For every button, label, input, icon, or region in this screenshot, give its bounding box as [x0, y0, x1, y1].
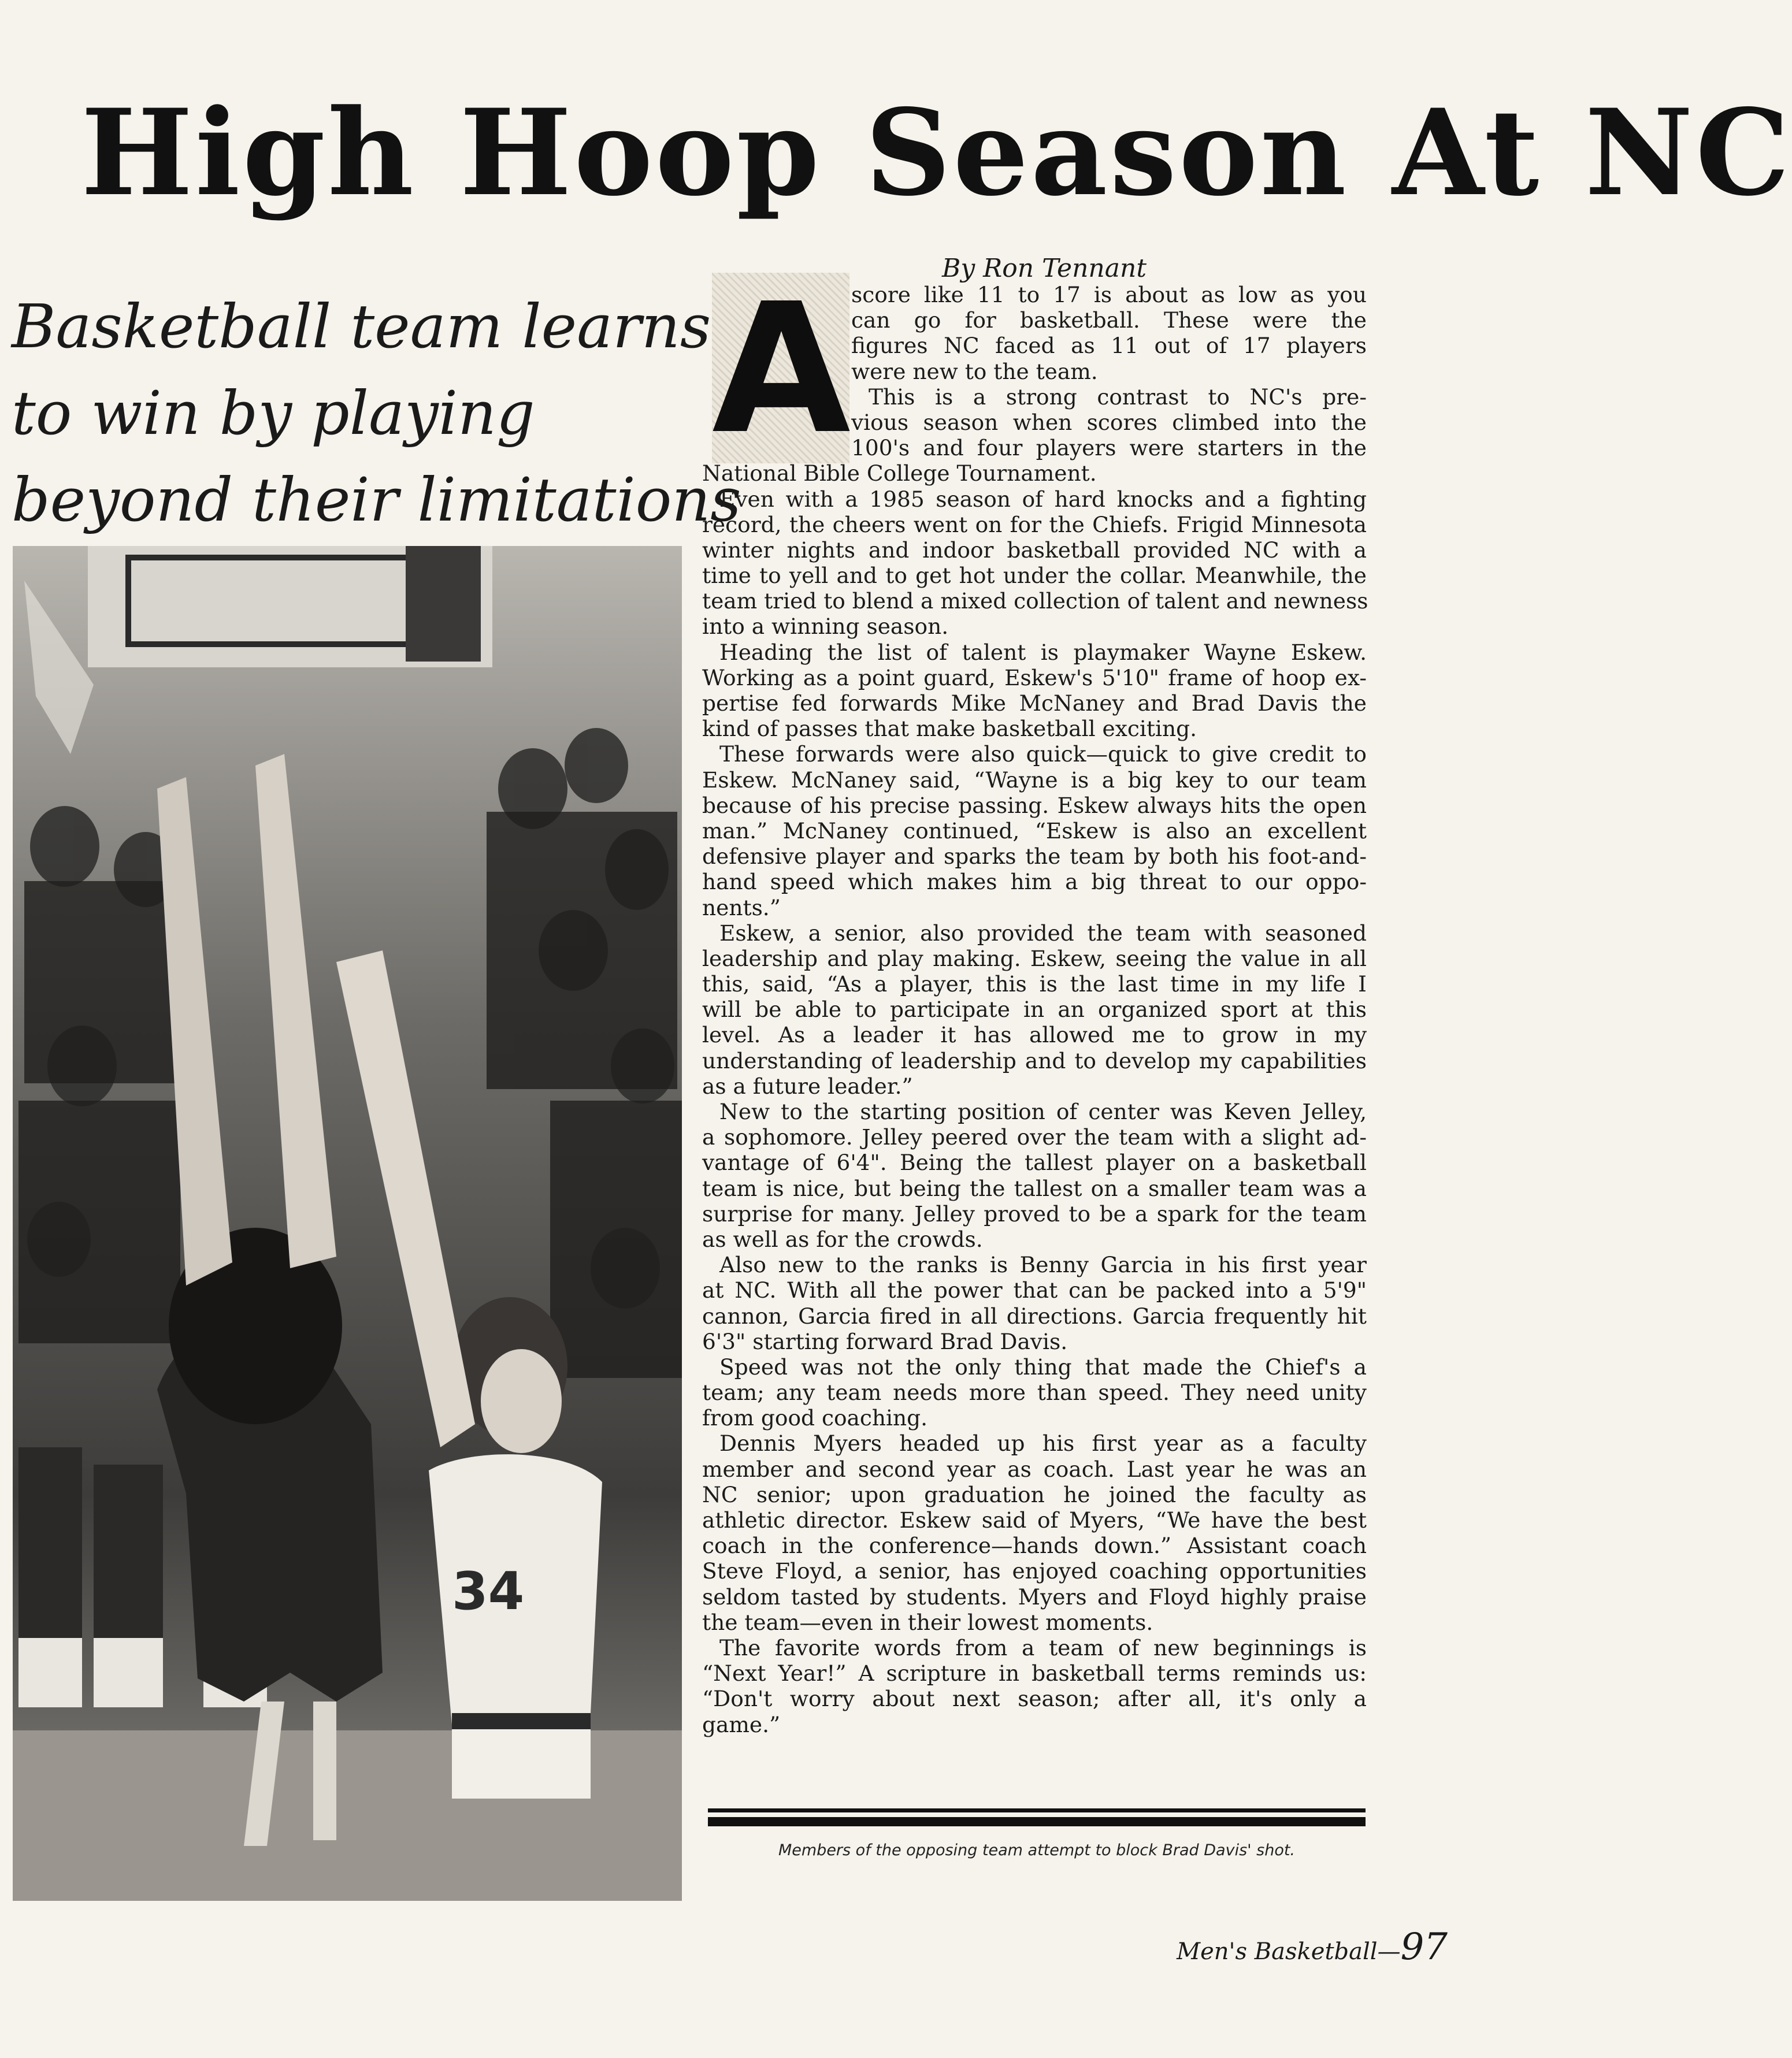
divider-rule — [708, 1808, 1366, 1812]
body-line: nents.” — [702, 894, 781, 920]
photo-image — [13, 546, 682, 1901]
body-line: this, said, “As a player, this is the last time in my life I — [702, 971, 1367, 997]
byline: By Ron Tennant — [942, 254, 1147, 283]
body-line: as well as for the crowds. — [702, 1226, 983, 1252]
body-line: into a winning season. — [702, 614, 949, 640]
body-line: Even with a 1985 season of hard knocks and a fighting — [719, 486, 1367, 512]
body-line: kind of passes that make basketball exciting. — [702, 716, 1197, 742]
body-line: record, the cheers went on for the Chiefs. Frigid Minnesota — [702, 511, 1367, 537]
body-line: These forwards were also quick—quick to give credit to — [719, 741, 1367, 767]
body-line: pertise fed forwards Mike McNaney and Brad Davis the — [702, 690, 1367, 716]
body-line: were new to the team. — [851, 358, 1098, 384]
drop-cap-letter: A — [712, 265, 851, 474]
body-line: understanding of leadership and to develop my capabilities — [702, 1047, 1367, 1073]
body-line: team; any team needs more than speed. They need unity — [702, 1380, 1367, 1406]
body-line: vantage of 6'4". Being the tallest player on a basketball — [702, 1150, 1367, 1176]
body-line: Eskew. McNaney said, “Wayne is a big key to our team — [702, 767, 1367, 793]
body-line: athletic director. Eskew said of Myers, “We have the best — [702, 1507, 1367, 1533]
body-line: will be able to participate in an organized sport at this — [702, 997, 1367, 1023]
body-line: team tried to blend a mixed collection of talent and newness — [702, 588, 1368, 614]
body-line: game.” — [702, 1711, 781, 1737]
body-line: the team—even in their lowest moments. — [702, 1609, 1153, 1635]
footer-section: Men's Basketball— — [1177, 1938, 1401, 1965]
body-line: time to yell and to get hot under the collar. Meanwhile, the — [702, 563, 1367, 589]
body-line: coach in the conference—hands down.” Assistant coach — [702, 1533, 1367, 1559]
body-line: Eskew, a senior, also provided the team with seasoned — [719, 920, 1367, 946]
body-line: defensive player and sparks the team by both his foot-and- — [702, 844, 1367, 870]
body-line: hand speed which makes him a big threat to our oppo- — [702, 869, 1367, 895]
headline: High Hoop Season At NC — [81, 84, 1792, 222]
body-line: National Bible College Tournament. — [702, 460, 1097, 486]
body-line: winter nights and indoor basketball provided NC with a — [702, 537, 1367, 563]
body-line: Also new to the ranks is Benny Garcia in his first year — [719, 1252, 1367, 1278]
body-line: Steve Floyd, a senior, has enjoyed coaching opportunities — [702, 1558, 1367, 1584]
body-line: 6'3" starting forward Brad Davis. — [702, 1328, 1068, 1354]
photo-caption: Members of the opposing team attempt to block Brad Davis' shot. — [778, 1841, 1296, 1859]
body-line: level. As a leader it has allowed me to grow in my — [702, 1022, 1367, 1048]
body-line: because of his precise passing. Eskew always hits the open — [702, 792, 1367, 818]
body-line: a sophomore. Jelley peered over the team with a slight ad- — [702, 1124, 1367, 1150]
body-line: figures NC faced as 11 out of 17 players — [851, 333, 1367, 359]
page-footer — [1177, 1926, 1448, 1970]
divider-rule — [708, 1817, 1366, 1826]
body-line: surprise for many. Jelley proved to be a spark for the team — [702, 1201, 1367, 1227]
basketball-photo — [13, 546, 682, 1901]
deck-line: Basketball team learns — [12, 291, 711, 362]
body-line: man.” McNaney continued, “Eskew is also an excellent — [702, 818, 1367, 844]
body-line: Working as a point guard, Eskew's 5'10" frame of hoop ex- — [702, 664, 1367, 690]
body-line: at NC. With all the power that can be packed into a 5'9" — [702, 1277, 1367, 1303]
deck-subtitle — [12, 283, 741, 543]
body-line: “Next Year!” A scripture in basketball terms reminds us: — [702, 1660, 1367, 1686]
page-number: 97 — [1400, 1926, 1448, 1968]
body-line: This is a strong contrast to NC's pre- — [869, 384, 1367, 410]
body-line: New to the starting position of center was Keven Jelley, — [719, 1099, 1367, 1124]
body-line: vious season when scores climbed into the — [851, 409, 1367, 435]
body-line: member and second year as coach. Last year he was an — [702, 1456, 1367, 1482]
body-line: “Don't worry about next season; after all, it's only a — [702, 1686, 1367, 1712]
body-line: 100's and four players were starters in the — [851, 435, 1367, 461]
body-line: score like 11 to 17 is about as low as you — [851, 282, 1367, 307]
body-line: as a future leader.” — [702, 1073, 913, 1099]
body-line: can go for basketball. These were the — [851, 307, 1367, 333]
body-line: Heading the list of talent is playmaker Wayne Eskew. — [719, 639, 1367, 665]
deck-line: beyond their limitations — [12, 465, 741, 535]
deck-line: to win by playing — [12, 378, 535, 448]
body-line: team is nice, but being the tallest on a smaller team was a — [702, 1175, 1367, 1201]
body-line: from good coaching. — [702, 1405, 928, 1431]
body-line: leadership and play making. Eskew, seeing the value in all — [702, 945, 1367, 971]
body-line: Speed was not the only thing that made the Chief's a — [719, 1354, 1367, 1380]
body-line: Dennis Myers headed up his first year as a faculty — [719, 1431, 1367, 1457]
body-line: The favorite words from a team of new beginnings is — [719, 1634, 1367, 1660]
body-line: seldom tasted by students. Myers and Floyd highly praise — [702, 1584, 1367, 1610]
svg-text:34: 34 — [452, 1561, 525, 1622]
body-line: cannon, Garcia fired in all directions. Garcia frequently hit — [702, 1303, 1367, 1329]
body-line: NC senior; upon graduation he joined the faculty as — [702, 1481, 1367, 1507]
